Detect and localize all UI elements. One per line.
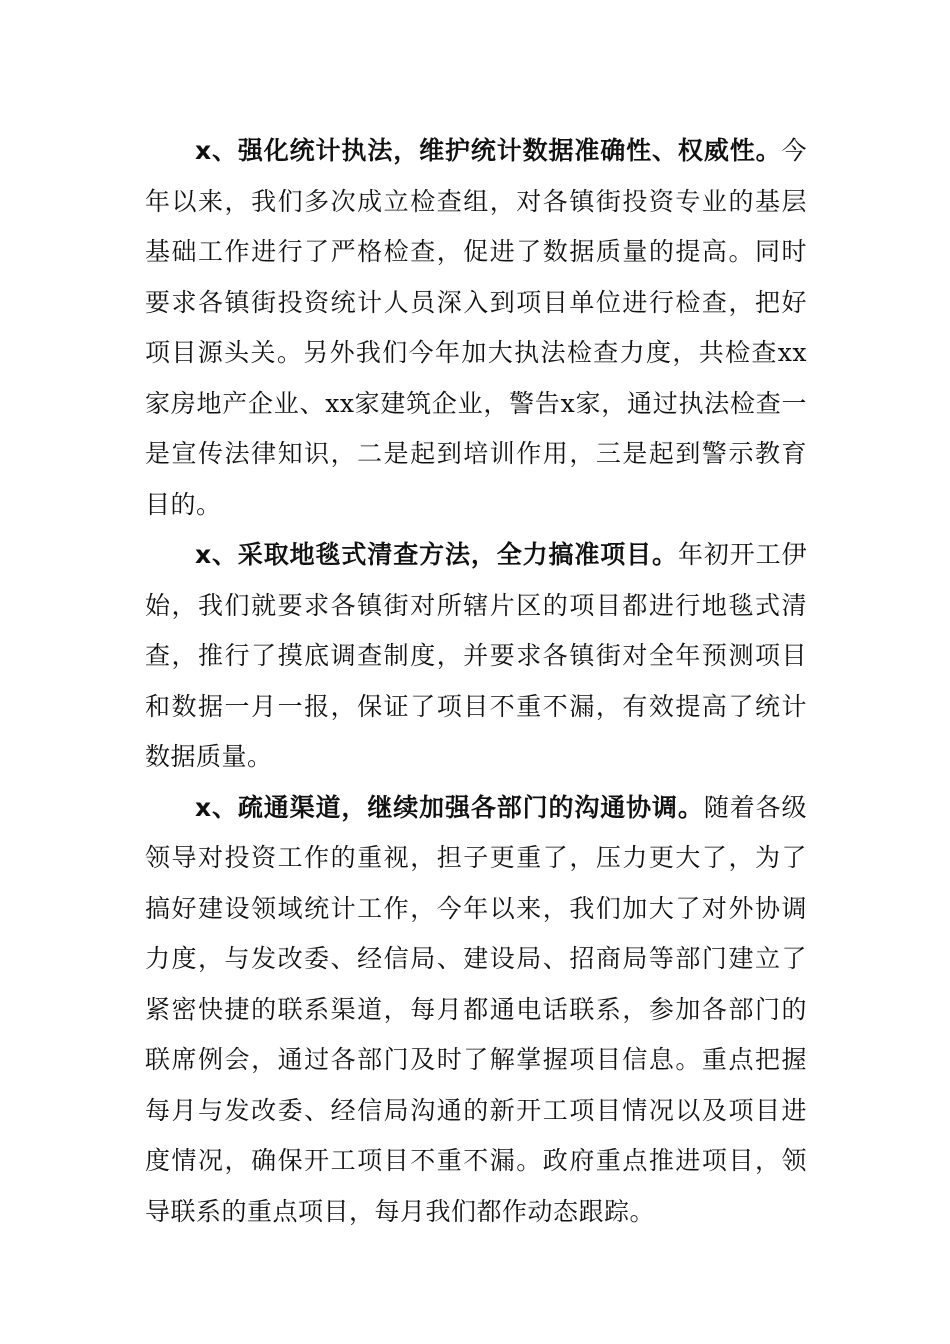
paragraph-body: 随着各级领导对投资工作的重视，担子更重了，压力更大了，为了搞好建设领域统计工作，今年以来，我们加大了对外协调力度，与发改委、经信局、建设局、招商局等部门建立了紧密快捷的联系渠道，每月都通电话联系，参加各部门的联席例会，通过各部门及时了解掌握项目信息。重点把握每月与发改委、经信局沟通的新开工项目情况以及项目进度情况，确保开工项目不重不漏。政府重点推进项目，领导联系的重点项目，每月我们都作动态跟踪。 [145,792,807,1226]
document-page [145,126,807,1237]
paragraph-heading: x、疏通渠道，继续加强各部门的沟通协调。 [195,792,704,822]
paragraph-statistics-enforcement [145,126,807,530]
paragraph-body: 今年以来，我们多次成立检查组，对各镇街投资专业的基层基础工作进行了严格检查，促进了数据质量的提高。同时要求各镇街投资统计人员深入到项目单位进行检查，把好项目源头关。另外我们今年加大执法检查力度，共检查xx家房地产企业、xx家建筑企业，警告x家，通过执法检查一是宣传法律知识，二是起到培训作用，三是起到警示教育目的。 [145,136,807,519]
paragraph-heading: x、强化统计执法，维护统计数据准确性、权威性。 [195,136,782,165]
paragraph-carpet-inspection [145,530,807,783]
paragraph-heading: x、采取地毯式清查方法，全力搞准项目。 [195,540,678,569]
paragraph-channel-coordination [145,783,807,1238]
paragraph-body: 年初开工伊始，我们就要求各镇街对所辖片区的项目都进行地毯式清查，推行了摸底调查制度，并要求各镇街对全年预测项目和数据一月一报，保证了项目不重不漏，有效提高了统计数据质量。 [145,540,807,771]
